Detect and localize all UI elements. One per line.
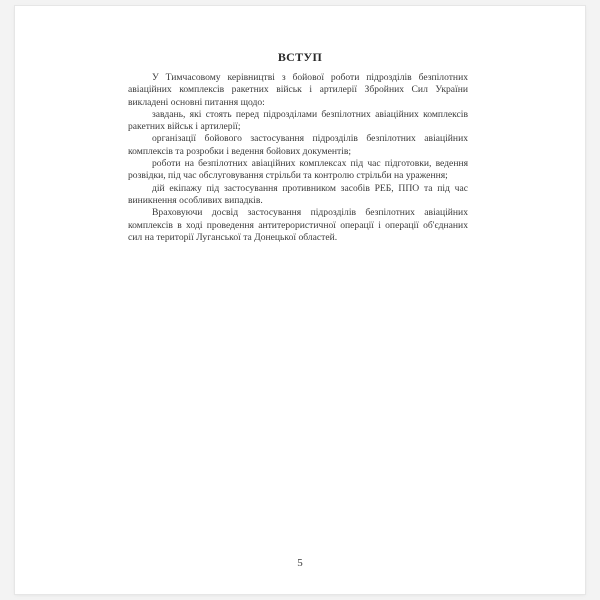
paragraph-organization: організації бойового застосування підрозділів безпілотних авіаційних комплексів та розробки і ведення бойових документів;: [128, 133, 468, 157]
page-number: 5: [297, 557, 303, 569]
paragraph-crew-actions: дій екіпажу під застосування противником засобів РЕБ, ППО та під час виникнення особливих випадків.: [128, 182, 468, 206]
page-title: ВСТУП: [277, 50, 323, 64]
document-page: [15, 6, 585, 594]
paragraph-intro: У Тимчасовому керівництві з бойової роботи підрозділів безпілотних авіаційних комплексів ракетних військ і артилерії Збройних Сил України викладені основні питання щодо:: [128, 72, 468, 108]
paragraph-experience: Враховуючи досвід застосування підрозділів безпілотних авіаційних комплексів в ході проведення антитерористичної операції і операції об'єднаних сил на території Луганської та Донецької областей.: [128, 207, 468, 243]
paragraph-operations: роботи на безпілотних авіаційних комплексах під час підготовки, ведення розвідки, під час обслуговування стрільби та контролю стрільби на ураження;: [128, 158, 468, 182]
paragraph-tasks: завдань, які стоять перед підрозділами безпілотних авіаційних комплексів ракетних військ і артилерії;: [128, 108, 468, 133]
document-body: [128, 72, 468, 244]
